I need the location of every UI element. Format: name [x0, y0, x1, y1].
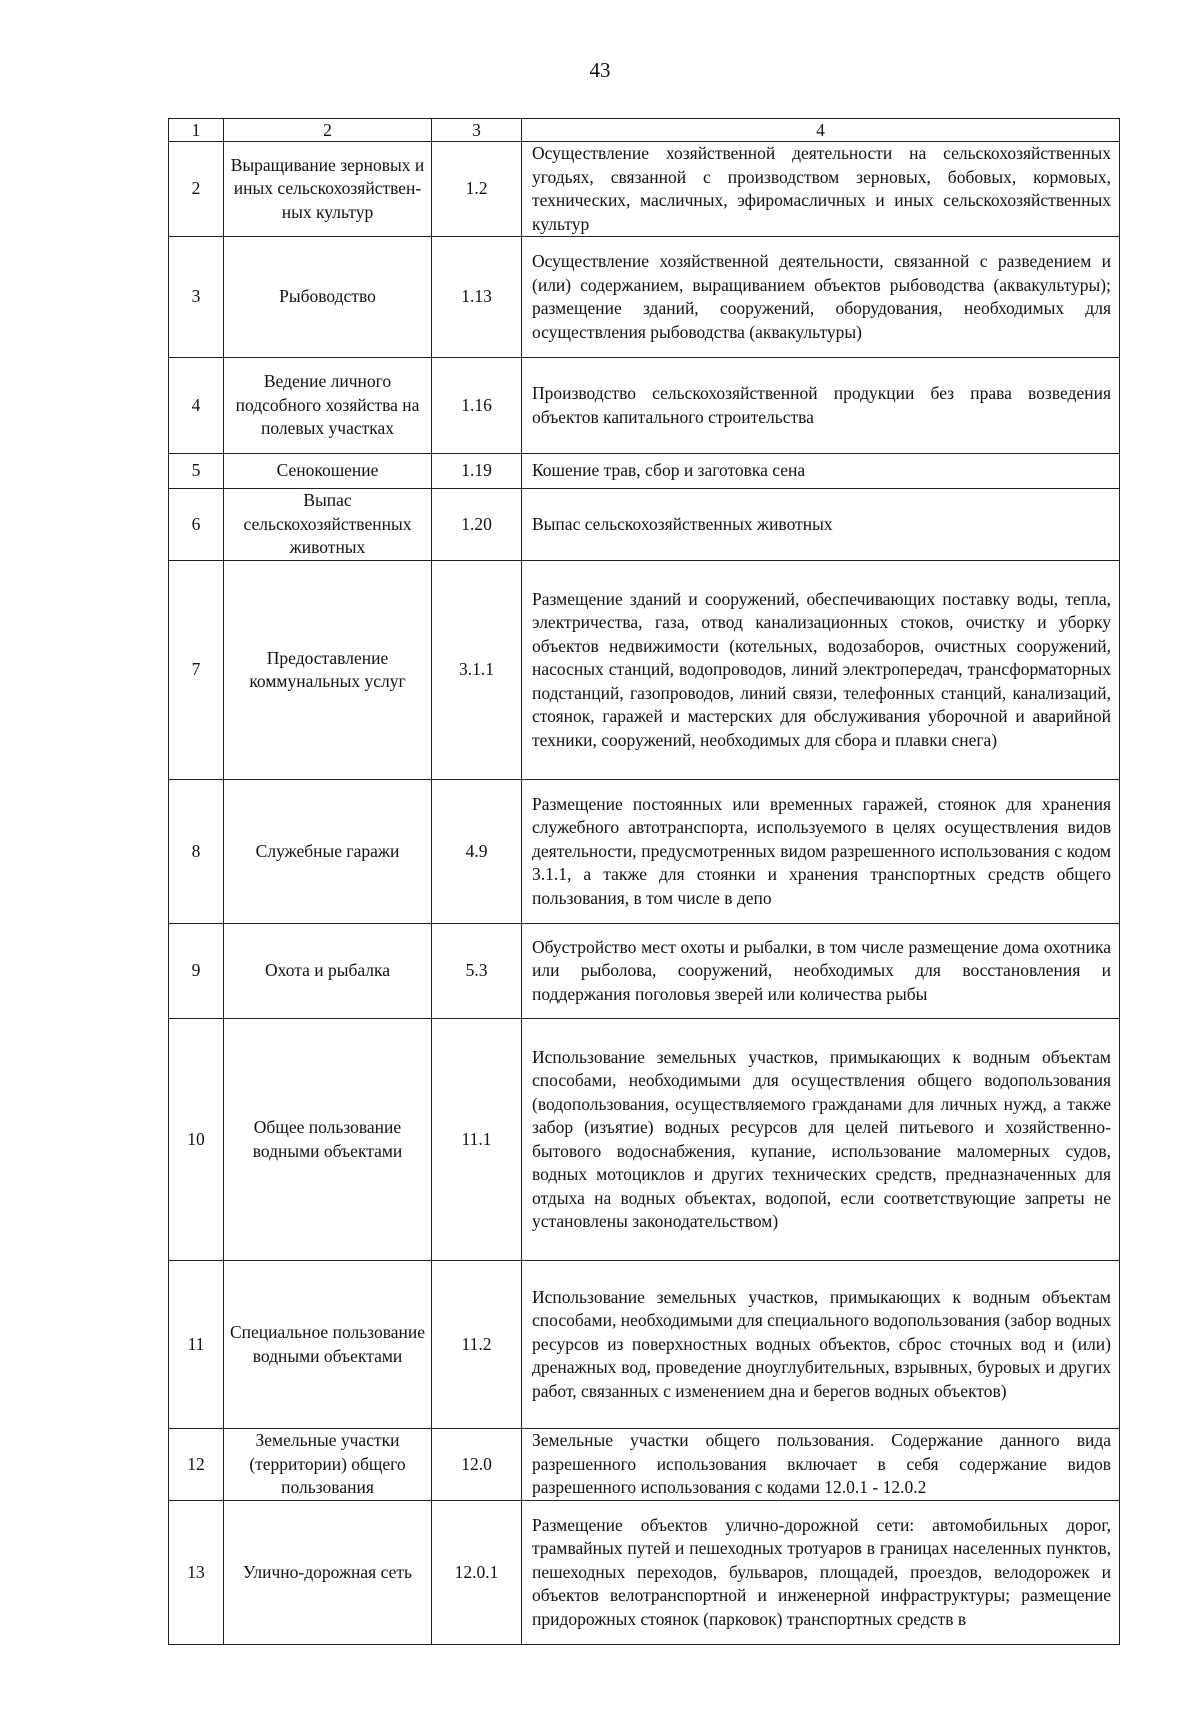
- table-header-row: [169, 119, 1120, 142]
- use-type-name: Специальное пользование водными объектами: [224, 1261, 432, 1429]
- use-description: Размещение зданий и сооружений, обеспечивающих поставку воды, тепла, электричества, газа, отвод канализационных стоков, очистку и уборку объектов недвижимости (котельных, водозаборов, очистных сооружений, насосных станций, водопроводов, линий электропередач, трансформаторных подстанций, газопроводов, линий связи, телефонных станций, канализаций, стоянок, гаражей и мастерских для обслуживания уборочной и аварийной техники, сооружений, необходимых для сбора и плавки снега): [522, 561, 1120, 780]
- use-type-name: Улично-дорожная сеть: [224, 1501, 432, 1645]
- table-row: [169, 1019, 1120, 1261]
- use-code: 1.2: [432, 142, 522, 237]
- table-row: [169, 454, 1120, 489]
- use-type-name: Охота и рыбалка: [224, 924, 432, 1019]
- use-code: 1.16: [432, 358, 522, 454]
- row-number: 10: [169, 1019, 224, 1261]
- row-number: 7: [169, 561, 224, 780]
- table-row: [169, 237, 1120, 358]
- column-header: 2: [224, 119, 432, 142]
- use-description: Использование земельных участков, примыкающих к водным объектам способами, необходимыми для осуществления общего водопользования (водопользования, осуществляемого гражданами для личных нужд, а также забор (изъятие) водных ресурсов для целей питьевого и хозяйственно-бытового водоснабжения, купание, использование маломерных судов, водных мотоциклов и других технических средств, предназначенных для отдыха на водных объектах, водопой, если соответствующие запреты не установлены законодательством): [522, 1019, 1120, 1261]
- use-code: 4.9: [432, 780, 522, 924]
- row-number: 8: [169, 780, 224, 924]
- table-row: [169, 924, 1120, 1019]
- use-code: 1.13: [432, 237, 522, 358]
- use-type-name: Сенокошение: [224, 454, 432, 489]
- use-description: Кошение трав, сбор и заготовка сена: [522, 454, 1120, 489]
- column-header: 1: [169, 119, 224, 142]
- use-code: 1.20: [432, 489, 522, 561]
- use-description: Производство сельскохозяйственной продукции без права возведения объектов капитального строительства: [522, 358, 1120, 454]
- use-type-name: Общее пользование водными объектами: [224, 1019, 432, 1261]
- use-code: 1.19: [432, 454, 522, 489]
- use-description: Осуществление хозяйственной деятельности, связанной с разведением и (или) содержанием, выращиванием объектов рыбоводства (аквакультуры); размещение зданий, сооружений, оборудования, необходимых для осуществления рыбоводства (аквакультуры): [522, 237, 1120, 358]
- use-code: 3.1.1: [432, 561, 522, 780]
- use-description: Обустройство мест охоты и рыбалки, в том числе размещение дома охотника или рыболова, сооружений, необходимых для восстановления и поддержания поголовья зверей или количества рыбы: [522, 924, 1120, 1019]
- use-type-name: Выпас сельскохозяйственных животных: [224, 489, 432, 561]
- table-row: [169, 489, 1120, 561]
- use-code: 12.0: [432, 1429, 522, 1501]
- column-header: 3: [432, 119, 522, 142]
- row-number: 4: [169, 358, 224, 454]
- use-description: Размещение объектов улично-дорожной сети: автомобильных дорог, трамвайных путей и пешеходных тротуаров в границах населенных пунктов, пешеходных переходов, бульваров, площадей, проездов, велодорожек и объектов велотранспортной и инженерной инфраструктуры; размещение придорожных стоянок (парковок) транспортных средств в: [522, 1501, 1120, 1645]
- row-number: 5: [169, 454, 224, 489]
- use-type-name: Ведение личного подсобного хозяйства на полевых участках: [224, 358, 432, 454]
- use-description: Осуществление хозяйственной деятельности на сельскохозяйственных угодьях, связанной с производством зерновых, бобовых, кормовых, технических, масличных, эфиромасличных и иных сельскохозяйственных культур: [522, 142, 1120, 237]
- use-description: Использование земельных участков, примыкающих к водным объектам способами, необходимыми для специального водопользования (забор водных ресурсов из поверхностных водных объектов, сброс сточных вод и (или) дренажных вод, проведение дноуглубительных, взрывных, буровых и других работ, связанных с изменением дна и берегов водных объектов): [522, 1261, 1120, 1429]
- land-use-table: [168, 118, 1120, 1645]
- table-row: [169, 780, 1120, 924]
- use-description: Размещение постоянных или временных гаражей, стоянок для хранения служебного автотранспорта, используемого в целях осуществления видов деятельности, предусмотренных видом разрешенного использования с кодом 3.1.1, а также для стоянки и хранения транспортных средств общего пользования, в том числе в депо: [522, 780, 1120, 924]
- use-code: 11.1: [432, 1019, 522, 1261]
- row-number: 6: [169, 489, 224, 561]
- row-number: 3: [169, 237, 224, 358]
- use-code: 12.0.1: [432, 1501, 522, 1645]
- use-type-name: Земельные участки (территории) общего пользования: [224, 1429, 432, 1501]
- table-row: [169, 142, 1120, 237]
- use-type-name: Предоставление коммунальных услуг: [224, 561, 432, 780]
- table-row: [169, 1429, 1120, 1501]
- row-number: 13: [169, 1501, 224, 1645]
- use-code: 5.3: [432, 924, 522, 1019]
- row-number: 12: [169, 1429, 224, 1501]
- column-header: 4: [522, 119, 1120, 142]
- table-row: [169, 561, 1120, 780]
- page-number: 43: [589, 58, 611, 82]
- use-type-name: Служебные гаражи: [224, 780, 432, 924]
- use-type-name: Рыбоводство: [224, 237, 432, 358]
- table-row: [169, 1501, 1120, 1645]
- use-description: Выпас сельскохозяйственных животных: [522, 489, 1120, 561]
- row-number: 2: [169, 142, 224, 237]
- use-code: 11.2: [432, 1261, 522, 1429]
- table-row: [169, 1261, 1120, 1429]
- use-description: Земельные участки общего пользования. Содержание данного вида разрешенного использования включает в себя содержание видов разрешенного использования с кодами 12.0.1 - 12.0.2: [522, 1429, 1120, 1501]
- row-number: 9: [169, 924, 224, 1019]
- table-row: [169, 358, 1120, 454]
- use-type-name: Выращивание зерновых и иных сельскохозяйствен-ных культур: [224, 142, 432, 237]
- row-number: 11: [169, 1261, 224, 1429]
